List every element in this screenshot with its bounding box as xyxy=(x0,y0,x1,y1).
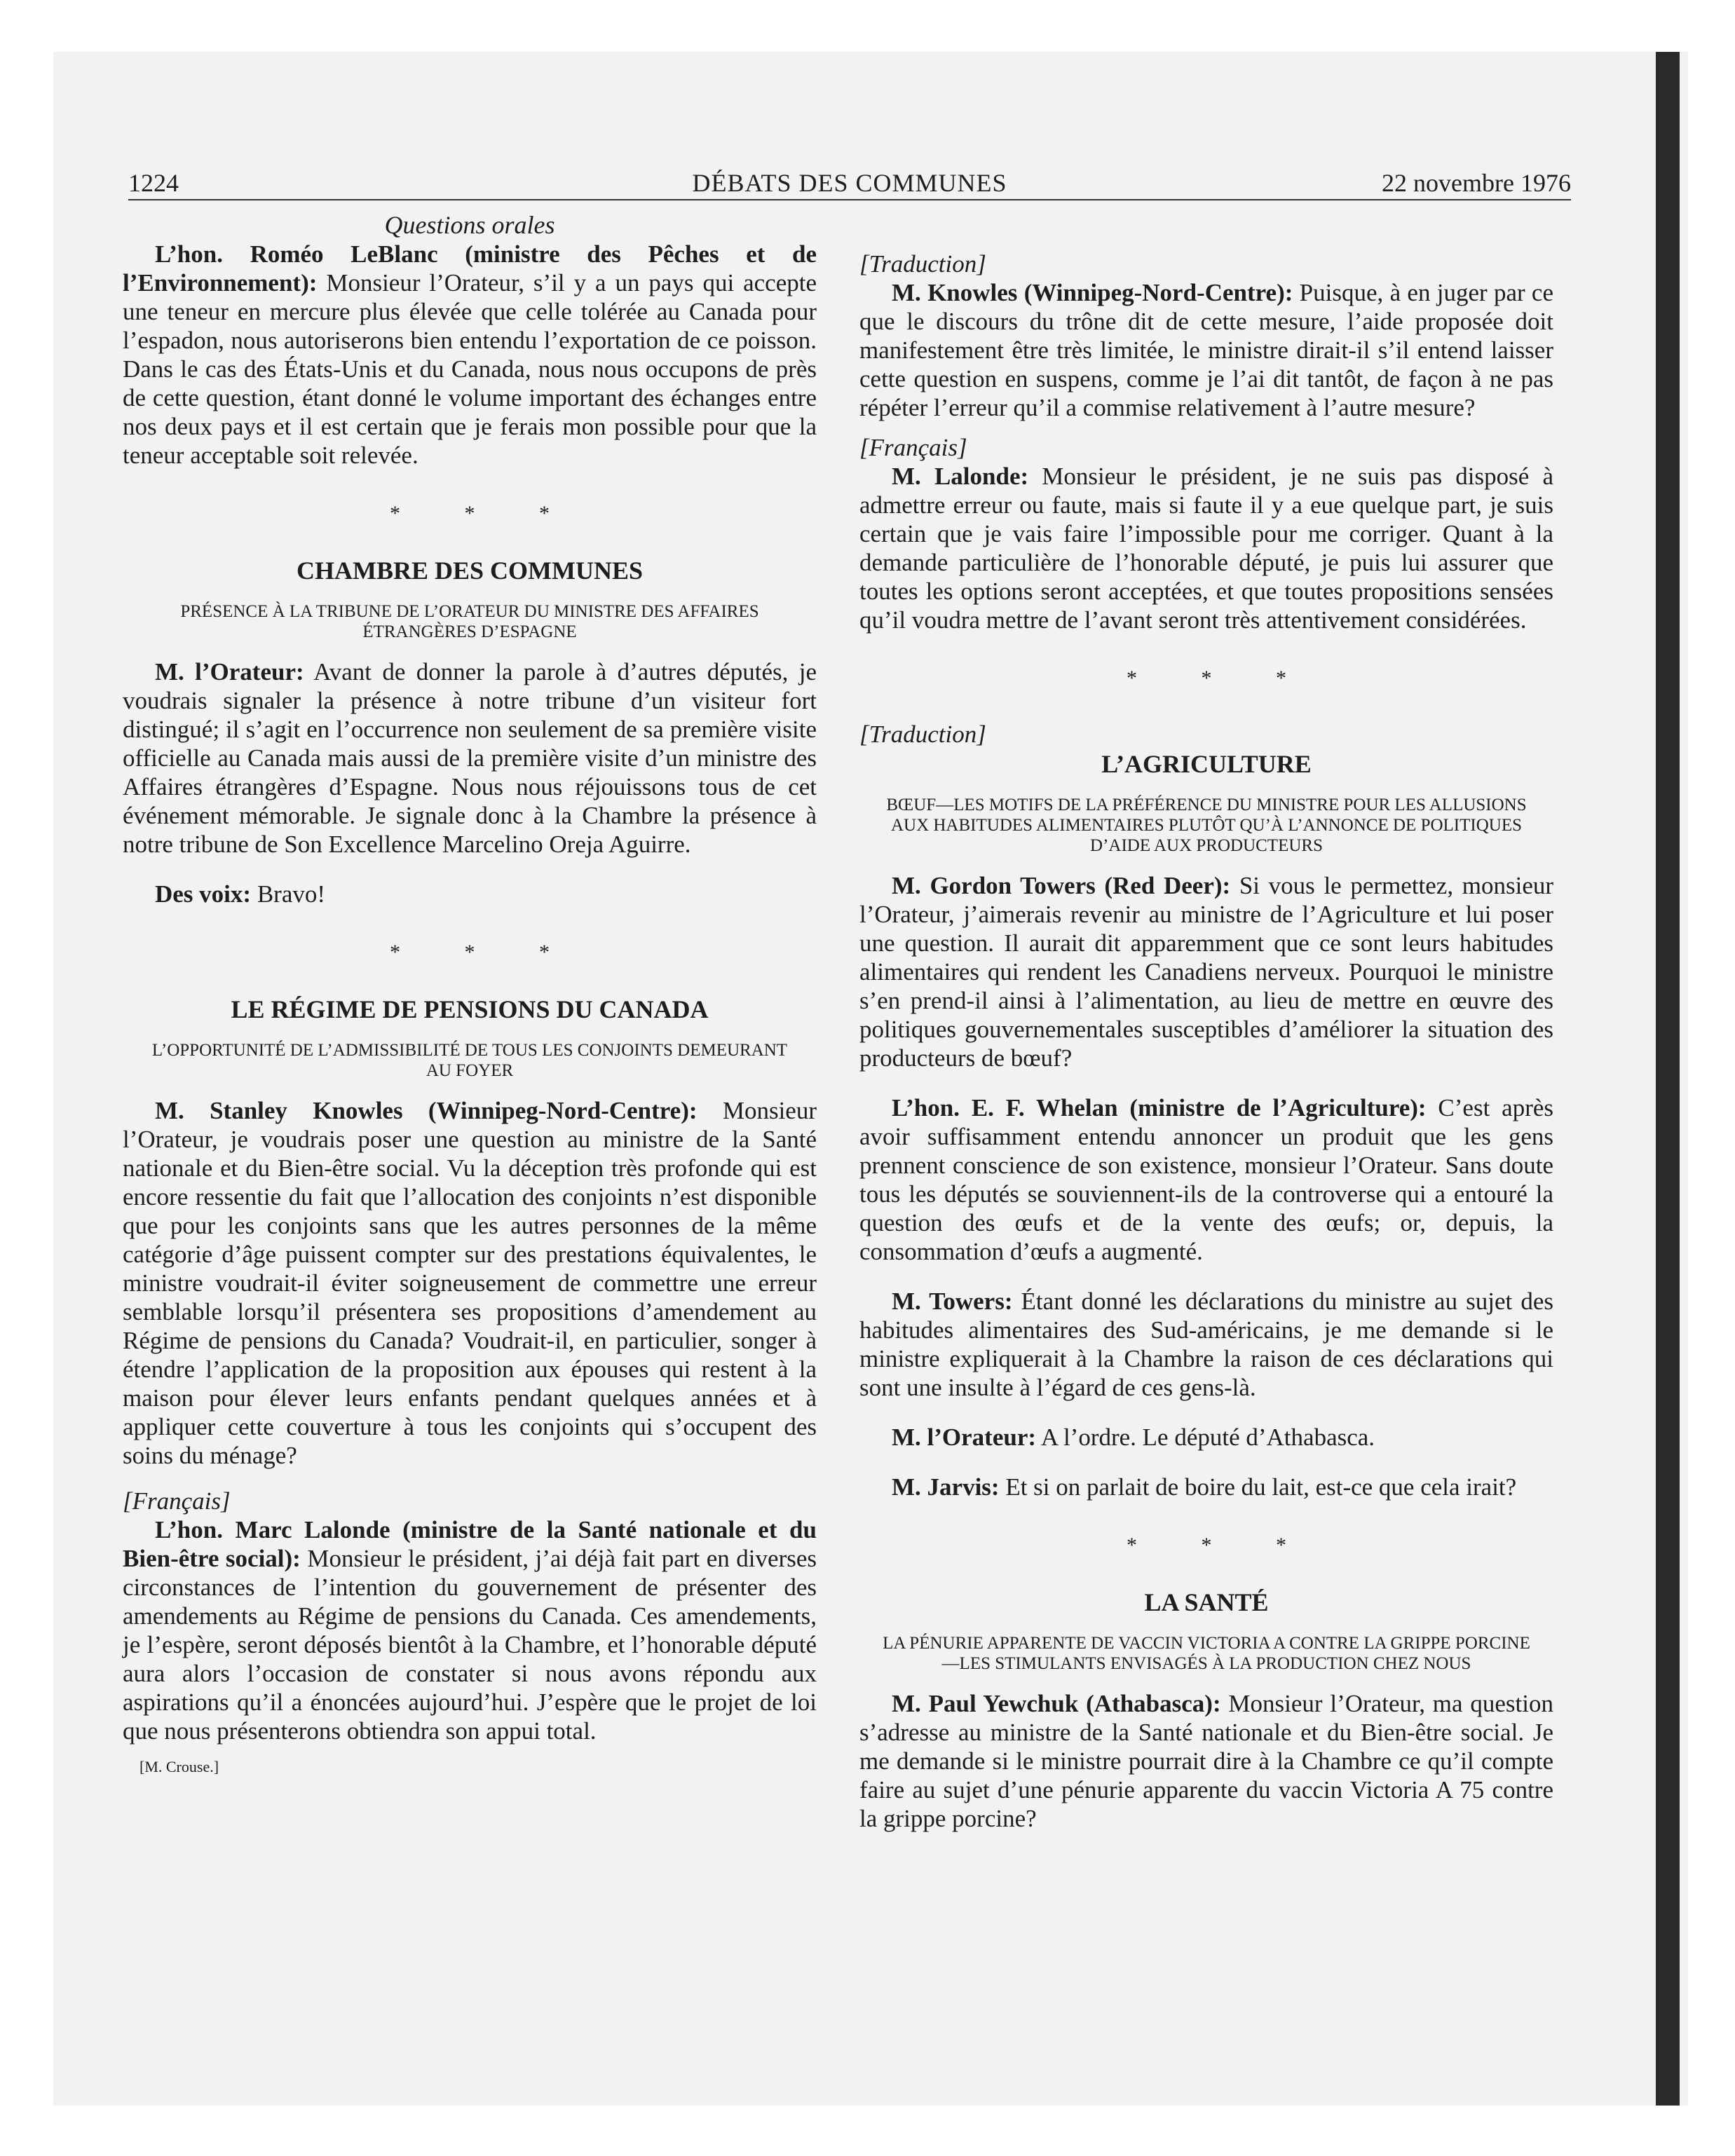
paragraph xyxy=(123,1096,817,1470)
paragraph xyxy=(859,1287,1553,1402)
running-header xyxy=(128,167,1571,200)
issue-date: 22 novembre 1976 xyxy=(1382,169,1571,197)
scan-edge-bar xyxy=(1656,52,1680,2106)
language-tag: [Traduction] xyxy=(859,250,986,278)
rubric-heading: L’AGRICULTURE xyxy=(1101,750,1312,778)
paragraph xyxy=(859,462,1553,634)
paragraph xyxy=(123,240,817,470)
paragraph xyxy=(859,1093,1553,1266)
speech-text: Monsieur l’Orateur, s’il y a un pays qui accepte une teneur en mercure plus élevée que celle tolérée au Canada pour l’espadon, nous autoriserons bien entendu l’exportation de ce poisson. Dans le cas des États-Unis et du Canada, nous nous occupons de près de cette question, étant donné le volume important des échanges entre nos deux pays et il est certain que je ferais mon possible pour que la teneur acceptable soit relevée. xyxy=(123,269,817,469)
rubric-heading: LA SANTÉ xyxy=(1144,1588,1269,1616)
rubric-subheading: LA PÉNURIE APPARENTE DE VACCIN VICTORIA A CONTRE LA GRIPPE PORCINE—LES STIMULANTS ENVISAGÉS À LA PRODUCTION CHEZ NOUS xyxy=(883,1634,1530,1673)
speech-text: Étant donné les déclarations du ministre au sujet des habitudes alimentaires des Sud-américains, je me demande si le ministre expliquerait à la Chambre la raison de ces déclarations qui sont une insulte à l’égard de ces gens-là. xyxy=(859,1288,1553,1401)
paragraph xyxy=(123,880,817,908)
language-tag: [Français] xyxy=(859,434,967,461)
page-number: 1224 xyxy=(128,169,179,197)
rubric-subheading: BŒUF—LES MOTIFS DE LA PRÉFÉRENCE DU MINISTRE POUR LES ALLUSIONS AUX HABITUDES ALIMENTAIRES PLUTÔT QU’À L’ANNONCE DE POLITIQUES D’AIDE AUX PRODUCTEURS xyxy=(886,796,1527,855)
speaker-name: L’hon. Roméo LeBlanc (ministre des Pêches et de l’Environnement): xyxy=(123,240,817,296)
speaker-name: M. Gordon Towers (Red Deer): xyxy=(892,872,1231,899)
speaker-name: M. Knowles (Winnipeg-Nord-Centre): xyxy=(892,279,1293,306)
section-separator: * * * xyxy=(390,941,579,964)
speech-text: Puisque, à en juger par ce que le discours du trône dit de cette mesure, l’aide proposée doit manifestement être très limitée, le ministre dirait-il s’il entend laisser cette question en suspens, comme je l’ai dit tantôt, de façon à ne pas répéter l’erreur qu’il a commise relativement à l’autre mesure? xyxy=(859,279,1553,421)
rubric-subheading: PRÉSENCE À LA TRIBUNE DE L’ORATEUR DU MINISTRE DES AFFAIRES ÉTRANGÈRES D’ESPAGNE xyxy=(180,602,759,641)
speaker-name: M. l’Orateur: xyxy=(892,1424,1037,1451)
paragraph xyxy=(859,1423,1553,1452)
paragraph xyxy=(859,1473,1553,1501)
speech-text: Si vous le permettez, monsieur l’Orateur, j’aimerais revenir au ministre de l’Agriculture et lui poser une question. Il aurait dit apparemment que ce sont leurs habitudes alimentaires qui rendent les Canadiens nerveux. Pourquoi le ministre s’en prend-il ainsi à l’alimentation, au lieu de mettre en œuvre des politiques gouvernementales susceptibles d’améliorer la situation des producteurs de bœuf? xyxy=(859,872,1554,1072)
speech-text: Avant de donner la parole à d’autres députés, je voudrais signaler la présence à notre tribune d’un visiteur fort distingué; il s’agit en l’occurrence non seulement de sa première visite officielle au Canada mais aussi de la première visite d’un ministre des Affaires étrangères d’Espagne. Nous nous réjouissons tous de cet événement mémorable. Je signale donc à la Chambre la présence à notre tribune de Son Excellence Marcelino Oreja Aguirre. xyxy=(123,658,817,858)
rubric-subheading: L’OPPORTUNITÉ DE L’ADMISSIBILITÉ DE TOUS LES CONJOINTS DEMEURANT AU FOYER xyxy=(151,1041,788,1080)
paragraph xyxy=(859,871,1553,1072)
speech-text: Et si on parlait de boire du lait, est-ce que cela irait? xyxy=(999,1473,1517,1501)
section-separator: * * * xyxy=(1127,667,1316,690)
speaker-name: M. Jarvis: xyxy=(892,1473,1000,1501)
speech-text: Monsieur l’Orateur, je voudrais poser une question au ministre de la Santé nationale et du Bien-être social. Vu la déception très profonde qui est encore ressentie du fait que l’allocation des conjoints n’est disponible que pour les conjoints sans que les autres personnes de la même catégorie d’âge puissent compter sur des prestations équivalentes, le ministre voudrait-il éviter soigneusement de commettre une erreur semblable lorsqu’il présentera ses propositions d’amendement au Régime de pensions du Canada? Voudrait-il, en particulier, songer à étendre l’application de la proposition aux épouses qui restent à la maison pour élever leurs enfants pendant quelques années et à appliquer cette couverture à tous les conjoints qui s’occupent des soins du ménage? xyxy=(123,1097,817,1469)
paragraph xyxy=(859,1689,1553,1833)
speech-text: Bravo! xyxy=(251,880,326,908)
speech-text: Monsieur l’Orateur, ma question s’adresse au ministre de la Santé nationale et du Bien-être social. Je me demande si le ministre pourrait dire à la Chambre ce qu’il compte faire au sujet d’une pénurie apparente du vaccin Victoria A 75 contre la grippe porcine? xyxy=(859,1690,1553,1832)
paragraph xyxy=(123,1515,817,1745)
speech-text: Monsieur le président, je ne suis pas disposé à admettre erreur ou faute, mais si faute il y a eue quelque part, je suis certain que je vais faire l’impossible pour me corriger. Quant à la demande particulière de l’honorable député, je puis lui assurer que toutes les options seront acceptées, et que toutes propositions sensées qu’il voudra mettre de l’avant seront très attentivement considérées. xyxy=(859,463,1553,634)
section-separator: * * * xyxy=(1127,1534,1316,1557)
speaker-name: M. Paul Yewchuk (Athabasca): xyxy=(892,1690,1221,1717)
language-tag: [Français] xyxy=(123,1487,231,1515)
left-column xyxy=(123,210,817,1776)
speaker-name: M. Towers: xyxy=(892,1288,1013,1315)
speech-text: A l’ordre. Le député d’Athabasca. xyxy=(1036,1424,1375,1451)
publication-title: DÉBATS DES COMMUNES xyxy=(692,169,1007,197)
section-title: Questions orales xyxy=(384,211,555,239)
speaker-name: L’hon. Marc Lalonde (ministre de la Santé nationale et du Bien-être social): xyxy=(123,1516,817,1572)
speaker-name: M. Stanley Knowles (Winnipeg-Nord-Centre): xyxy=(155,1097,698,1124)
speech-text: C’est après avoir suffisamment entendu annoncer un produit que les gens prennent conscience de son existence, monsieur l’Orateur. Sans doute tous les députés se souviennent-ils de la controverse qui a entouré la question des œufs et de la vente des œufs; or, depuis, la consommation d’œufs a augmenté. xyxy=(859,1094,1553,1265)
paragraph xyxy=(859,278,1553,422)
language-tag: [Traduction] xyxy=(859,721,986,748)
speaker-name: M. l’Orateur: xyxy=(155,658,304,685)
rubric-heading: CHAMBRE DES COMMUNES xyxy=(296,557,643,585)
section-separator: * * * xyxy=(390,502,579,525)
page-footnote: [M. Crouse.] xyxy=(140,1758,219,1775)
paragraph xyxy=(123,657,817,859)
speech-text: Monsieur le président, j’ai déjà fait part en diverses circonstances de l’intention du gouvernement de présenter des amendements au Régime de pensions du Canada. Ces amendements, je l’espère, seront déposés bientôt à la Chambre, et l’honorable député aura alors l’occasion de constater si nous avons répondu aux aspirations qu’il a énoncées aujourd’hui. J’espère que le projet de loi que nous présenterons obtiendra son appui total. xyxy=(123,1545,817,1745)
speaker-name: M. Lalonde: xyxy=(892,463,1029,490)
speaker-name: Des voix: xyxy=(155,880,252,908)
rubric-heading: LE RÉGIME DE PENSIONS DU CANADA xyxy=(231,995,709,1023)
right-column xyxy=(859,250,1553,1833)
speaker-name: L’hon. E. F. Whelan (ministre de l’Agriculture): xyxy=(892,1094,1427,1121)
